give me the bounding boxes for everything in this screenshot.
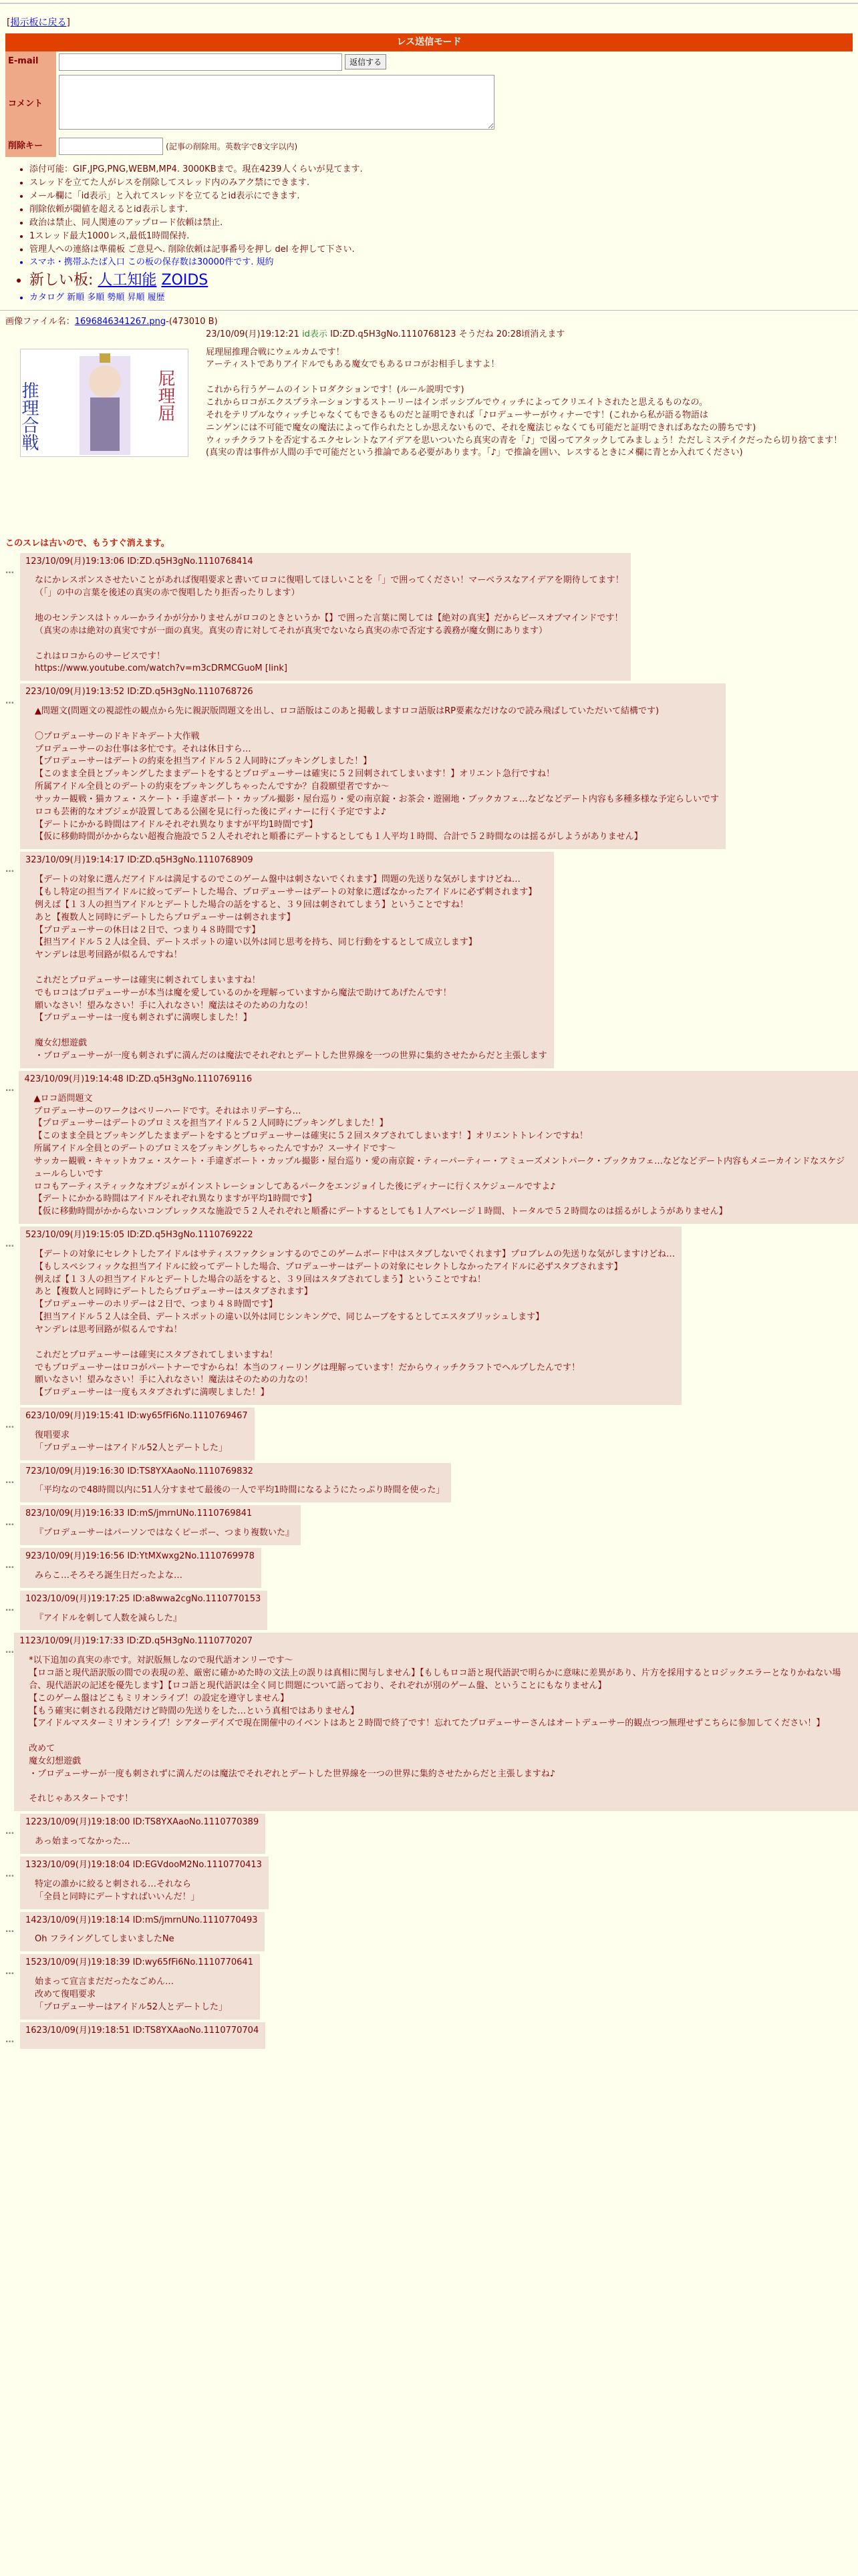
reply-gutter: … (5, 1645, 14, 1656)
reply-gutter: … (5, 1967, 14, 1977)
reply-gutter: … (5, 1518, 14, 1528)
reply-box (20, 1954, 260, 2019)
file-link[interactable]: 1696846341267.png (74, 316, 166, 327)
reply-gutter: … (5, 1420, 14, 1431)
reply-box (20, 1814, 265, 1854)
reply-body: あっ始まってなかった… (35, 1836, 130, 1847)
reply-body: 『アイドルを刺して人数を減らした』 (35, 1613, 182, 1623)
reply-box (20, 1548, 261, 1588)
reply-box (20, 683, 726, 849)
thumb-text-right: 屁理屈 (155, 369, 175, 422)
section-divider (0, 310, 858, 311)
reply-header[interactable]: 623/10/09(月)19:15:41 ID:wy65fFi6No.1110769467 (25, 1411, 248, 1422)
reply-row (5, 1814, 858, 1854)
email-field[interactable] (59, 53, 342, 71)
reply-row (5, 1548, 858, 1588)
reply-list (0, 553, 858, 2050)
op-post (5, 329, 853, 532)
reply-box (19, 1071, 858, 1224)
reply-mode-bar: レス送信モード (5, 33, 853, 51)
op-thumbnail-art (21, 349, 188, 456)
reply-header[interactable]: 323/10/09(月)19:14:17 ID:ZD.q5H3gNo.1110768909 (25, 855, 253, 866)
reply-box (20, 1227, 682, 1405)
reply-body: *以下追加の真実の赤です。対訳版無しなので現代語オンリーです〜 【ロコ語と現代語訳版の間での表現の差、厳密に確かめた時の文法上の誤りは真相に関与しません】【もしもロコ語と現代語訳で明らかに意味に差異があり、片方を採用するとロジックエラーとなりかねない場合、現代語訳の記述を優先します】【ロコ語と現代語訳は全く同じ問題について語っており、それぞれが別のゲーム盤、ということにもなりません】 【このゲーム盤はどこもミリオンライブ！の設定を遵守しません】 【もう確実に刺される段階だけど時間の先送りをした…という真相ではありません】 【アイドルマスターミリオンライブ！シアターデイズで現在開催中のイベントはあと２時間で終了です！忘れてたプロデューサーさんはオートデューサー的観点つつ無理せずこちらに参加してください！】 改めて 魔女幻想遊戯 ・プロデューサーが一度も刺されずに満んだのは魔法でそれぞれとデートした世界線を一つの世界に集約させたからだと主張しますね♪ それじゃあスタートです！ (29, 1655, 841, 1804)
reply-header[interactable]: 1023/10/09(月)19:17:25 ID:a8wwa2cgNo.1110770153 (25, 1593, 261, 1604)
reply-box (20, 2022, 265, 2050)
reply-header[interactable]: 723/10/09(月)19:16:30 ID:TS8YXAaoNo.1110769832 (25, 1466, 253, 1476)
reply-gutter: … (5, 2034, 14, 2045)
reply-row (5, 1857, 858, 1909)
catalog-links[interactable]: • カタログ 新順 多順 勢順 昇順 履歴 (29, 292, 858, 305)
reply-row (5, 683, 858, 849)
reply-header[interactable]: 823/10/09(月)19:16:33 ID:mS/jmrnUNo.1110769841 (25, 1508, 253, 1519)
reply-box (20, 1408, 255, 1460)
reply-body: 【デートの対象にセレクトしたアイドルはサティスファクションするのでこのゲームボード中はスタブしないでくれます】プロブレムの先送りな気がしますけどね… 【もしスペシフィックな担当アイドルに絞ってデートした場合、プロデューサーはデートの対象にセレクトしなかったアイドルに必ずスタブされます】 例えば【１３人の担当アイドルとデートした場合の話をすると、３９回はスタブされてしまう】ということですね！ あと【複数人と同時にデートしたらプロデューサーはスタブされます】 【プロデューサーのホリデーは２日で、つまり４８時間です】 【担当アイドル５２人は全員、デートスポットの違い以外は同じシンキングで、同じムーブをするとしてエスタブリッシュします】 ヤンデレは思考回路が似るんですね！ これだとプロデューサーは確実にスタブされてしまいますね！ でもプロデューサーはロコがパートナーですからね！本当のフィーリングは理解っています！だからウィッチクラフトでヘルプしたんです！ 願いなさい！望みなさい！手に入れなさい！魔法はそのための力なの！ 【プロデューサーは一度もスタブされずに満喫しました！】 (35, 1249, 675, 1398)
reply-gutter: … (5, 1869, 14, 1880)
reply-box (20, 1912, 265, 1952)
reply-header[interactable]: 523/10/09(月)19:15:05 ID:ZD.q5H3gNo.1110769222 (25, 1230, 253, 1241)
file-size: -(473010 B) (166, 316, 218, 327)
op-date: 23/10/09(月)19:12:21 (206, 329, 299, 339)
file-info (0, 316, 858, 329)
reply-gutter: … (5, 1560, 14, 1571)
note-item: • 政治は禁止、同人関連のアップロード依頼は禁止. (29, 217, 858, 230)
note-item: • 1スレッド最大1000レス,最低1時間保持. (29, 230, 858, 243)
comment-label: コメント (5, 73, 56, 136)
op-id-flag: id表示 (302, 329, 327, 339)
thumb-text-left: 推理合戦 (21, 381, 39, 451)
reply-header[interactable]: 1523/10/09(月)19:18:39 ID:wy65fFi6No.1110770641 (25, 1957, 253, 1968)
reply-row (5, 553, 858, 681)
op-body: 屁理屈推理合戦にウェルカムです！ アーティストでありアイドルでもある魔女でもあるロコがお相手しますよ！ これから行うゲームのイントロダクションです！(ルール説明です) これからロコがエクスプラネーションするストーリーはインポッシブルでウィッチによってクリエイトされたと思えるものなの。 それをテリブルなウィッチじゃなくてもできるものだと証明できれば「♪ロデューサーがウィナーです！(これから私が語る物語は ニンゲンには不可能で魔女の魔法によって作られたとしか思えないもので、それを魔法じゃなくても可能だと証明できればあなたの勝ちです) ウィッチクラフトを否定するエクセレントなアイデアを思いついたら真実の青を「♪」で図ってアタックしてみましょう！ただしミステイクだったら切り捨てます！ (真実の青は事件が人間の手で可能だという推論である必要があります。「♪」で推論を囲い、レスするときにメ欄に青とか入れてください) (206, 347, 843, 458)
board-notes (0, 164, 858, 304)
reply-body: 『プロデューサーはパーソンではなくピーポー、つまり複数いた』 (35, 1528, 295, 1539)
reply-box (20, 1591, 267, 1631)
reply-body: ▲問題文(問題文の視認性の観点から先に親訳版問題文を出し、ロコ語版はこのあと掲載しますロコ語版はRP要素なだけなので読み飛ばしていただいて結構です) 〇プロデューサーのドキドキデート大作戦 プロデューサーのお仕事は多忙です。それは休日すら… 【プロデューサーはデートの約束を担当アイドル５２人同時にブッキングしました！】 【このまま全員とブッキングしたままデートをするとプロデューサーは確実に５２回刺されてしまいます！】オリエント急行ですね！ 所属アイドル全員とのデートの約束をブッキングしちゃったんですか？自殺願望者ですか〜 サッカー観戦・猫カフェ・スケート・手違ぎボート・カップル撮影・屋台巡り・愛の南京錠・お茶会・遊園地・ブックカフェ…などなどデート内容も多種多様な予定らしいです ロコも芸術的なオブジェが設置してある公園を見に行った後にディナーに行く予定ですよ♪ 【デートにかかる時間はアイドルそれぞれ異なりますが平均1時間です】 【仮に移動時間がかからない超複合施設で５２人それぞれと順番にデートするとしても１人平均１時間、合計で５２時間なのは揺るがしようがありません】 (35, 706, 719, 842)
new-board-link-ai[interactable]: 人工知能 (98, 272, 157, 289)
reply-box (20, 852, 554, 1068)
note-item: • 添付可能：GIF,JPG,PNG,WEBM,MP4. 3000KBまで。現在4239人くらいが見てます. (29, 164, 858, 176)
reply-row (5, 1408, 858, 1460)
expire-warning: このスレは古いので、もうすぐ消えます。 (5, 538, 170, 548)
reply-header[interactable]: 1323/10/09(月)19:18:04 ID:EGVdooM2No.1110770413 (25, 1860, 262, 1871)
reply-header[interactable]: 123/10/09(月)19:13:06 ID:ZD.q5H3gNo.1110768414 (25, 556, 253, 567)
reply-header[interactable]: 923/10/09(月)19:16:56 ID:YtMXwxg2No.1110769978 (25, 1551, 255, 1561)
reply-gutter: … (5, 1826, 14, 1837)
reply-row (5, 1505, 858, 1545)
reply-gutter: … (5, 1475, 14, 1486)
reply-row (5, 1954, 858, 2019)
new-board-prefix: 新しい板: (29, 272, 94, 289)
reply-body: 「平均なので48時間以内に51人分すませて最後の一人で平均1時間になるようにたっぷり時間を使った」 (35, 1485, 445, 1496)
reply-gutter: … (5, 1924, 14, 1935)
note-item: • 管理人への連絡は準備板 ご意見へ. 削除依頼は記事番号を押し del を押して下さい. (29, 244, 858, 257)
back-to-board-link[interactable]: 掲示板に戻る (10, 17, 67, 28)
delete-key-note: (記事の削除用。英数字で8文字以内) (166, 142, 298, 152)
op-header (206, 329, 853, 341)
reply-gutter: … (5, 1603, 14, 1613)
reply-body: 始まって宣言まだだったなごめん… 改めて復唱要求 「プロデューサーはアイドル52人とデートした」 (35, 1977, 227, 2012)
reply-row (5, 1463, 858, 1503)
reply-body: 復唱要求 「プロデューサーはアイドル52人とデートした」 (35, 1430, 227, 1453)
reply-gutter: … (5, 1083, 14, 1094)
delete-key-field[interactable] (59, 138, 163, 155)
reply-header[interactable]: 423/10/09(月)19:14:48 ID:ZD.q5H3gNo.1110769116 (24, 1074, 253, 1084)
reply-box (14, 1633, 858, 1811)
reply-box (20, 553, 631, 681)
reply-body: なにかレスポンスさせたいことがあれば復唱要求と書いてロコに復唱してほしいことを「」で囲ってください！マーベラスなアイデアを期待してます！ （「」の中の言葉を後述の真実の赤で復唱したり拒否ったりします） 地のセンテンスはトゥルーかライかが分かりませんがロコのときというか【】で囲った言葉に関しては【絶対の真実】だからビースオブマインドです！ （真実の赤は絶対の真実ですが一面の真実。真実の青に対してそれが真実でないなら真実の赤で否定する義務が魔女側にあります） これはロコからのサービスです！ https://www.youtube.com/watch?v=m3cDRMCGuoM [link] (35, 575, 624, 674)
note-item: • メール欄に「id表示」と入れてスレッドを立てるとid表示にできます. (29, 190, 858, 203)
op-thumbnail[interactable] (20, 349, 188, 457)
reply-header[interactable]: 1223/10/09(月)19:18:00 ID:TS8YXAaoNo.1110770389 (25, 1817, 259, 1828)
reply-body: みらこ…そろそろ誕生日だったよな… (35, 1570, 183, 1581)
email-label: E-mail (5, 51, 56, 73)
reply-row (5, 2022, 858, 2050)
reply-box (20, 1857, 269, 1909)
note-item: • スレッドを立てた人がレスを削除してスレッド内のみアク禁にできます. (29, 177, 858, 190)
reply-box (20, 1505, 301, 1545)
note-item: • 削除依頼が閾値を超えるとid表示します. (29, 204, 858, 216)
reply-body: ▲ロコ語問題文 プロデューサーのワークはベリーハードです。それはホリデーすら… 【プロデューサーはデートのプロミスを担当アイドル５２人同時にブッキングしました！】 【このまま全員とブッキングしたままデートをするとプロデューサーは確実に５２回スタブされてしまいます！】オリエントトレインですね！ 所属アイドル全員とのデートのプロミスをブッキングしちゃったんですか？スーサイドです〜 サッカー観戦・キャットカフェ・スケート・手違ぎボート・カップル撮影・屋台巡り・愛の南京錠・ティーパーティー・アミューズメントパーク・ブックカフェ…などなどデート内容もメニーカインドなスケジュールらしいです ロコもアーティスティックなオブジェがインストレーションしてあるパークをエンジョイした後にディナーに行くスケジュールですよ♪ 【デートにかかる時間はアイドルそれぞれ異なりますが平均1時間です】 【仮に移動時間がかからないコンプレックスな施設で５２人それぞれと順番にデートするとしても１人アベレージ１時間、トータルで５２時間なのは揺るがしようがありません】 (33, 1093, 845, 1217)
reply-box (20, 1463, 451, 1503)
new-board-line (29, 270, 858, 291)
reply-body: Oh フライングしてしまいましたNe (35, 1934, 174, 1945)
post-form (5, 51, 497, 158)
reply-row (5, 1227, 858, 1405)
note-item[interactable]: • スマホ・携帯ふたば入口 この板の保存数は30000件です. 規約 (29, 257, 858, 269)
op-text (206, 329, 853, 460)
back-nav: [掲示板に戻る] (7, 17, 70, 28)
reply-header[interactable]: 1623/10/09(月)19:18:51 ID:TS8YXAaoNo.1110770704 (25, 2025, 259, 2036)
submit-reply-button[interactable]: 返信する (345, 54, 386, 69)
reply-row (5, 852, 858, 1068)
reply-gutter: … (5, 696, 14, 707)
reply-row (5, 1591, 858, 1631)
reply-body: 特定の誰かに絞ると刺される…それなら 「全員と同時にデートすればいいんだ！」 (35, 1879, 200, 1902)
reply-row (5, 1633, 858, 1811)
op-id: ID:ZD.q5H3gNo.1110768123 そうだね 20:28頃消えます (330, 329, 565, 339)
reply-header[interactable]: 1123/10/09(月)19:17:33 ID:ZD.q5H3gNo.1110770207 (19, 1636, 253, 1647)
reply-header[interactable]: 1423/10/09(月)19:18:14 ID:mS/jmrnUNo.1110770493 (25, 1915, 258, 1925)
new-board-link-zoids[interactable]: ZOIDS (161, 272, 208, 289)
file-label: 画像ファイル名： (5, 316, 75, 327)
delete-key-label: 削除キー (5, 136, 56, 157)
reply-header[interactable]: 223/10/09(月)19:13:52 ID:ZD.q5H3gNo.1110768726 (25, 687, 253, 697)
reply-body: 【デートの対象に選んだアイドルは満足するのでこのゲーム盤中は刺さないでくれます】問題の先送りな気がしますけどね… 【もし特定の担当アイドルに絞ってデートした場合、プロデューサーはデートの対象に選ばなかったアイドルに必ず刺されます】 例えば【１３人の担当アイドルとデートした場合の話をすると、３９回は刺されてしまう】ということですね！ あと【複数人と同時にデートしたらプロデューサーは刺されます】 【プロデューサーの休日は２日で、つまり４８時間です】 【担当アイドル５２人は全員、デートスポットの違い以外は同じ思考を持ち、同じ行動をするとして成立します】 ヤンデレは思考回路が似るんですね！ これだとプロデューサーは確実に刺されてしまいますね！ でもロコはプロデューサーが本当は魔を愛しているのかを理解っていますから魔法で助けてあげたんです！ 願いなさい！望みなさい！手に入れなさい！魔法はそのための力なの！ 【プロデューサーは一度も刺されずに満喫しました！】 魔女幻想遊戯 ・プロデューサーが一度も刺されずに満んだのは魔法でそれぞれとデートした世界線を一つの世界に集約させたからだと主張します (35, 874, 547, 1061)
reply-gutter: … (5, 1239, 14, 1250)
reply-gutter: … (5, 864, 14, 875)
reply-row (5, 1912, 858, 1952)
reply-row (5, 1071, 858, 1224)
reply-gutter: … (5, 565, 14, 576)
comment-textarea[interactable] (59, 75, 494, 130)
